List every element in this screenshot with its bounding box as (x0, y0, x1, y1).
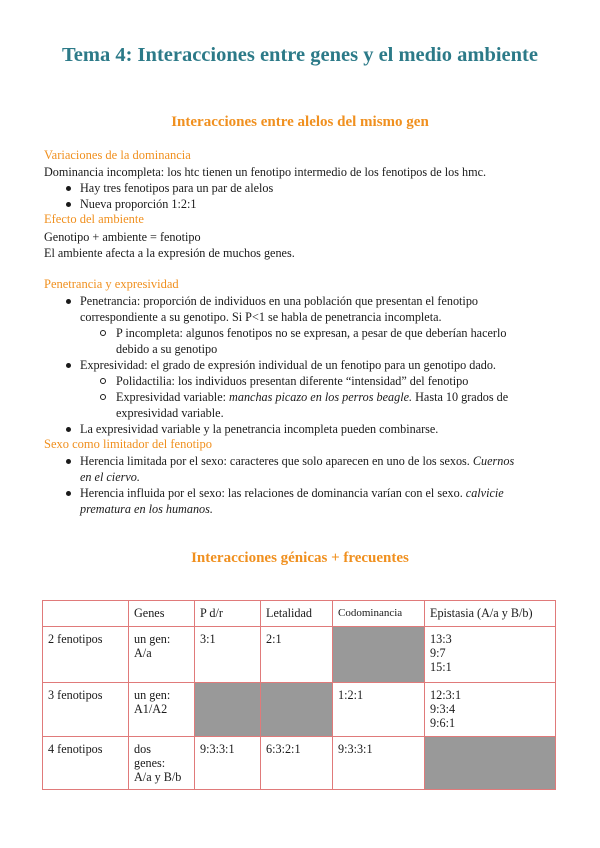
empty-shaded-cell (425, 737, 556, 790)
expresividad-variable-item (116, 389, 508, 405)
epistasia-cell: 13:3 9:7 15:1 (425, 627, 556, 683)
bullet-icon (66, 427, 71, 432)
beagle-example: manchas picazo en los perros beagle. (229, 390, 413, 404)
table-row (43, 737, 556, 790)
penetrancia-item-line-2: correspondiente a su genotipo. Si P<1 se habla de penetrancia incompleta. (80, 310, 442, 324)
expresividad-variable-suffix: Hasta 10 grados de (412, 390, 509, 404)
list-item: Nueva proporción 1:2:1 (80, 197, 197, 211)
codominancia-cell: 9:3:3:1 (333, 737, 425, 790)
list-item: Hay tres fenotipos para un par de alelos (80, 181, 274, 195)
empty-shaded-cell (333, 627, 425, 683)
herencia-influida-line-2 (80, 501, 213, 517)
penetrancia-sub-line-1: P incompleta: algunos fenotipos no se expresan, a pesar de que deberían hacerlo (116, 326, 507, 340)
empty-shaded-cell (261, 683, 333, 737)
ambiente-line-2: El ambiente afecta a la expresión de muchos genes. (44, 246, 295, 260)
pdr-cell: 9:3:3:1 (195, 737, 261, 790)
table-header-cell: Letalidad (261, 601, 333, 627)
letalidad-cell: 6:3:2:1 (261, 737, 333, 790)
expresividad-variable-prefix: Expresividad variable: (116, 390, 230, 404)
bullet-icon (66, 491, 71, 496)
ambiente-line-1: Genotipo + ambiente = fenotipo (44, 230, 201, 244)
codominancia-cell: 1:2:1 (333, 683, 425, 737)
sub-bullet-icon (100, 330, 106, 336)
herencia-limitada-text: Herencia limitada por el sexo: caracteres que solo aparecen en uno de los sexos. (80, 454, 470, 468)
row-label: 2 fenotipos (43, 627, 129, 683)
subheading-sexo: Sexo como limitador del fenotipo (44, 437, 213, 451)
genes-cell: un gen: A1/A2 (129, 683, 195, 737)
row-label: 3 fenotipos (43, 683, 129, 737)
genes-cell: un gen: A/a (129, 627, 195, 683)
bullet-icon (66, 363, 71, 368)
bullet-icon (66, 186, 71, 191)
herencia-limitada-line-2 (80, 469, 140, 485)
dominancia-text: Dominancia incompleta: los htc tienen un fenotipo intermedio de los fenotipos de los hmc. (44, 165, 487, 179)
herencia-limitada-line-1 (80, 453, 514, 469)
pdr-cell: 3:1 (195, 627, 261, 683)
bullet-icon (66, 299, 71, 304)
herencia-influida-example-a: calvicie (465, 486, 504, 500)
subheading-penetrancia: Penetrancia y expresividad (44, 277, 179, 291)
herencia-limitada-example-b: en el ciervo. (80, 470, 140, 484)
expresividad-item: Expresividad: el grado de expresión individual de un fenotipo para un genotipo dado. (80, 358, 496, 372)
row-label: 4 fenotipos (43, 737, 129, 790)
polidactilia-item: Polidactilia: los individuos presentan diferente “intensidad” del fenotipo (116, 374, 469, 388)
subheading-ambiente: Efecto del ambiente (44, 212, 144, 226)
epistasia-cell: 12:3:1 9:3:4 9:6:1 (425, 683, 556, 737)
table-header-cell: Codominancia (333, 601, 425, 627)
subheading-dominancia: Variaciones de la dominancia (44, 148, 191, 162)
expresividad-variable-line-2: expresividad variable. (116, 406, 224, 420)
section-heading-genicas: Interacciones génicas + frecuentes (191, 550, 409, 566)
herencia-influida-line-1 (80, 485, 504, 501)
bullet-icon (66, 202, 71, 207)
penetrancia-item-line-1: Penetrancia: proporción de individuos en una población que presentan el fenotipo (80, 294, 479, 308)
table-row (43, 627, 556, 683)
table-header-cell: Genes (129, 601, 195, 627)
table-header-cell: Epistasia (A/a y B/b) (425, 601, 556, 627)
table-header-cell (43, 601, 129, 627)
bullet-icon (66, 459, 71, 464)
table-row (43, 683, 556, 737)
section-heading-alelos: Interacciones entre alelos del mismo gen (171, 114, 429, 130)
table-header-row (43, 601, 556, 627)
table-header-cell: P d/r (195, 601, 261, 627)
interacciones-table (42, 600, 556, 790)
sub-bullet-icon (100, 378, 106, 384)
herencia-influida-text: Herencia influida por el sexo: las relaciones de dominancia varían con el sexo. (80, 486, 463, 500)
herencia-influida-example-b: prematura en los humanos. (80, 502, 213, 516)
sub-bullet-icon (100, 394, 106, 400)
page-title: Tema 4: Interacciones entre genes y el medio ambiente (62, 44, 538, 66)
penetrancia-sub-line-2: debido a su genotipo (116, 342, 218, 356)
letalidad-cell: 2:1 (261, 627, 333, 683)
empty-shaded-cell (195, 683, 261, 737)
genes-cell: dos genes: A/a y B/b (129, 737, 195, 790)
herencia-limitada-example-a: Cuernos (472, 454, 515, 468)
combinacion-item: La expresividad variable y la penetrancia incompleta pueden combinarse. (80, 422, 439, 436)
